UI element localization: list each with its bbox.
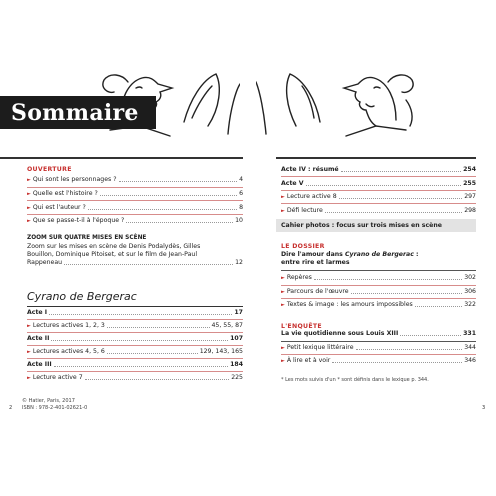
isbn: ISBN : 978-2-401-02621-0 [22,405,88,411]
cahier-photos-banner[interactable]: Cahier photos : focus sur trois mises en scène [276,219,476,232]
right-top-rule [276,157,476,159]
bullet-icon: ► [27,205,31,211]
page-title: Sommaire [11,100,139,126]
bullet-icon: ► [281,345,285,351]
toc-entry[interactable]: ► Textes & image : les amours impossibles 322 [281,301,476,308]
toc-entry[interactable]: ► Qui sont les personnages ? 4 [27,176,243,183]
toc-entry[interactable]: Rappeneau 12 [27,259,243,266]
right-page-number: 3 [482,405,486,411]
dossier-title-line2: entre rire et larmes [281,259,350,266]
ouverture-heading: OUVERTURE [27,166,72,173]
toc-entry[interactable]: ► Défi lecture 298 [281,207,476,214]
enquete-heading: L'ENQUÊTE [281,323,322,330]
zoom-heading: ZOOM SUR QUATRE MISES EN SCÈNE [27,235,147,241]
bullet-icon: ► [281,302,285,308]
bullet-icon: ► [27,323,31,329]
toc-entry[interactable]: ► Lectures actives 1, 2, 3 45, 55, 87 [27,322,243,329]
title-banner [0,96,156,129]
zoom-line-1: Zoom sur les mises en scène de Denis Podalydès, Gilles [27,243,201,250]
zoom-line-2: Bouillon, Dominique Pitoiset, et sur le film de Jean-Paul [27,251,198,258]
toc-entry[interactable]: ► Parcours de l'œuvre 306 [281,288,476,295]
bullet-icon: ► [27,349,31,355]
bullet-icon: ► [27,375,31,381]
toc-entry[interactable]: Acte III 184 [27,361,243,368]
left-top-rule [0,157,243,159]
play-title: Cyrano de Bergerac [27,290,137,303]
toc-entry[interactable]: ► Lectures actives 4, 5, 6 129, 143, 165 [27,348,243,355]
toc-entry[interactable]: ► Repères 302 [281,274,476,281]
cyrano-illustration-right [256,60,426,140]
lexique-footnote: * Les mots suivis d'un * sont définis dans le lexique p. 344. [281,377,429,383]
play-title-rule [27,306,243,307]
bullet-icon: ► [27,191,31,197]
dossier-heading: LE DOSSIER [281,243,325,250]
toc-entry[interactable]: Acte V 255 [281,180,476,187]
bullet-icon: ► [281,194,285,200]
toc-entry[interactable]: ► Quelle est l'histoire ? 6 [27,190,243,197]
toc-entry[interactable]: Acte IV : résumé 254 [281,166,476,173]
toc-entry[interactable]: ► Qui est l'auteur ? 8 [27,204,243,211]
toc-entry[interactable]: La vie quotidienne sous Louis XIII 331 [281,330,476,337]
toc-entry[interactable]: ► À lire et à voir 346 [281,357,476,364]
dossier-title: Dire l'amour dans Cyrano de Bergerac : [281,251,419,258]
bullet-icon: ► [281,289,285,295]
toc-entry[interactable]: ► Petit lexique littéraire 344 [281,344,476,351]
bullet-icon: ► [27,218,31,224]
toc-entry[interactable]: ► Que se passe-t-il à l'époque ? 10 [27,217,243,224]
copyright: © Hatier, Paris, 2017 [22,398,75,404]
toc-entry[interactable]: Acte II 107 [27,335,243,342]
bullet-icon: ► [281,208,285,214]
toc-entry[interactable]: Acte I 17 [27,309,243,316]
toc-entry[interactable]: ► Lecture active 7 225 [27,374,243,381]
bullet-icon: ► [281,275,285,281]
bullet-icon: ► [281,358,285,364]
bullet-icon: ► [27,177,31,183]
left-page-number: 2 [9,405,13,411]
toc-entry[interactable]: ► Lecture active 8 297 [281,193,476,200]
